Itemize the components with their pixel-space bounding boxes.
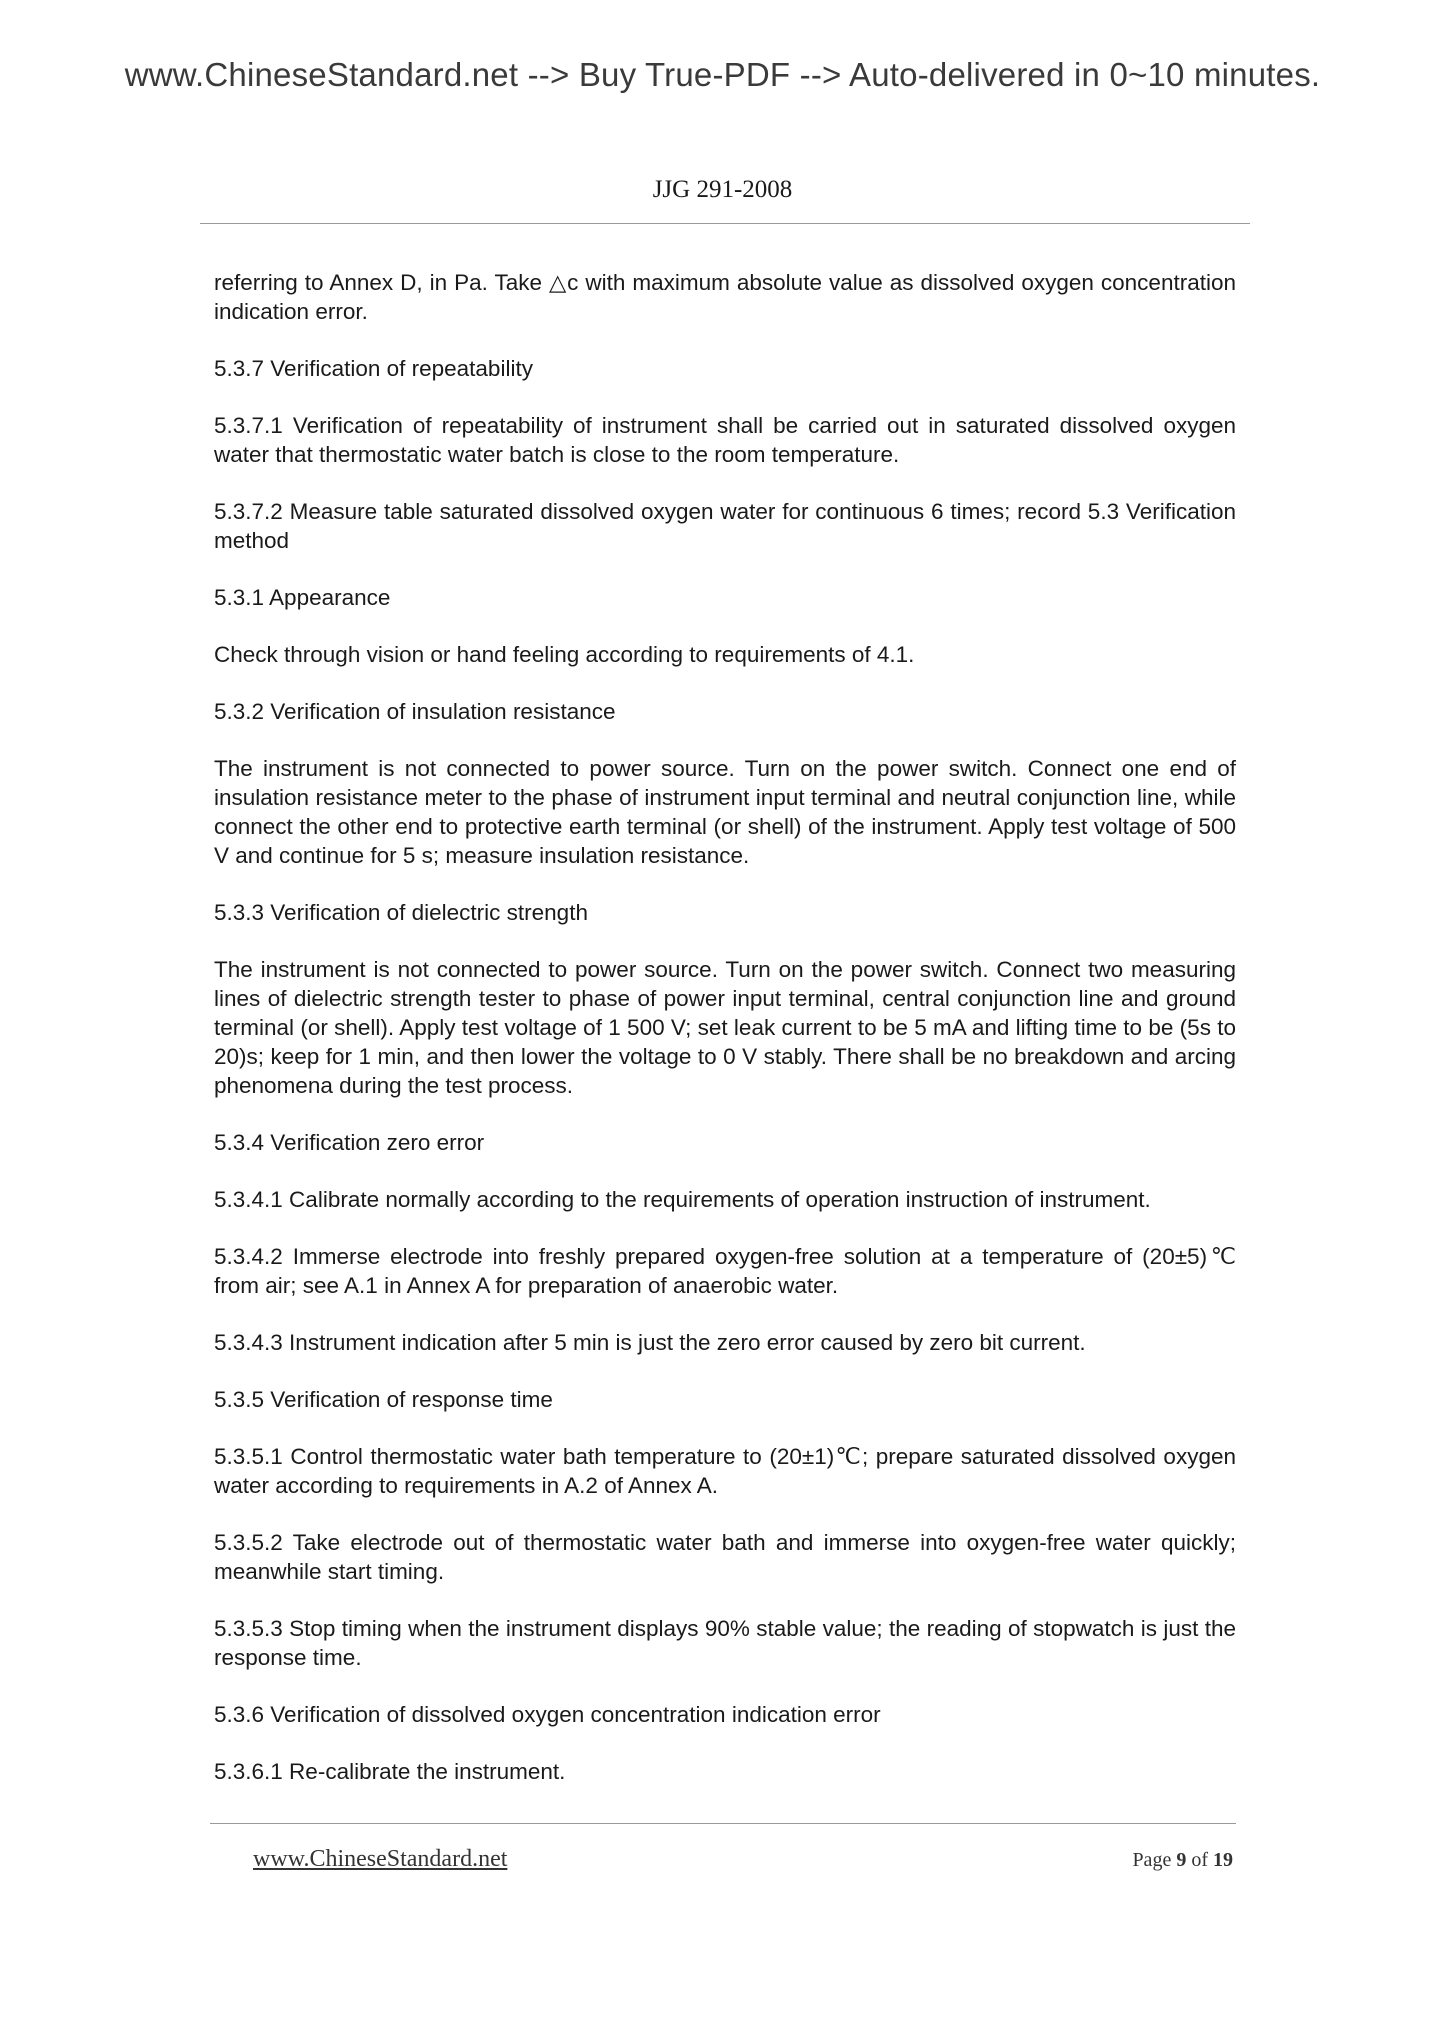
paragraph-5-3-4-2: 5.3.4.2 Immerse electrode into freshly prepared oxygen-free solution at a temperature of (20±5)℃ from air; see A.1 in Annex A for preparation of anaerobic water. — [214, 1244, 1236, 1298]
paragraph-5-3-5-2: 5.3.5.2 Take electrode out of thermostatic water bath and immerse into oxygen-free water quickly; meanwhile start timing. — [214, 1530, 1236, 1584]
page-current: 9 — [1176, 1849, 1187, 1871]
document-code: JJG 291-2008 — [652, 176, 793, 203]
page-total: 19 — [1213, 1849, 1233, 1871]
heading-5-3-2: 5.3.2 Verification of insulation resistance — [214, 699, 616, 724]
footer-divider — [210, 1823, 1236, 1824]
heading-5-3-3: 5.3.3 Verification of dielectric strength — [214, 900, 588, 925]
paragraph-continuation: referring to Annex D, in Pa. Take △c with maximum absolute value as dissolved oxygen concentration indication error. — [214, 270, 1236, 324]
page-number — [1132, 1849, 1233, 1872]
paragraph-5-3-7-2: 5.3.7.2 Measure table saturated dissolved oxygen water for continuous 6 times; record 5.3 Verification method — [214, 499, 1236, 553]
heading-5-3-5: 5.3.5 Verification of response time — [214, 1387, 553, 1412]
paragraph-5-3-6-1: 5.3.6.1 Re-calibrate the instrument. — [214, 1759, 566, 1784]
paragraph-5-3-5-3: 5.3.5.3 Stop timing when the instrument displays 90% stable value; the reading of stopwatch is just the response time. — [214, 1616, 1236, 1670]
heading-5-3-1: 5.3.1 Appearance — [214, 585, 391, 610]
footer-website-link[interactable]: www.ChineseStandard.net — [253, 1846, 508, 1872]
header-divider — [200, 223, 1250, 224]
paragraph-dielectric: The instrument is not connected to power source. Turn on the power switch. Connect two measuring lines of dielectric strength tester to phase of power input terminal, central conjunction line and ground terminal (or shell). Apply test voltage of 1 500 V; set leak current to be 5 mA and lifting time to be (5s to 20)s; keep for 1 min, and then lower the voltage to 0 V stably. There shall be no breakdown and arcing phenomena during the test process. — [214, 957, 1236, 1098]
heading-5-3-4: 5.3.4 Verification zero error — [214, 1130, 485, 1155]
paragraph-5-3-7-1: 5.3.7.1 Verification of repeatability of instrument shall be carried out in saturated dissolved oxygen water that thermostatic water batch is close to the room temperature. — [214, 413, 1236, 467]
page-body — [214, 268, 1236, 1814]
page-of-label: of — [1186, 1849, 1213, 1871]
paragraph-appearance: Check through vision or hand feeling according to requirements of 4.1. — [214, 642, 915, 667]
paragraph-insulation: The instrument is not connected to power source. Turn on the power switch. Connect one end of insulation resistance meter to the phase of instrument input terminal and neutral conjunction line, while connect the other end to protective earth terminal (or shell) of the instrument. Apply test voltage of 500 V and continue for 5 s; measure insulation resistance. — [214, 756, 1236, 868]
paragraph-5-3-4-3: 5.3.4.3 Instrument indication after 5 min is just the zero error caused by zero bit current. — [214, 1330, 1086, 1355]
header-banner[interactable]: www.ChineseStandard.net --> Buy True-PDF --> Auto-delivered in 0~10 minutes. — [124, 56, 1321, 93]
page-label: Page — [1132, 1849, 1177, 1871]
heading-5-3-6: 5.3.6 Verification of dissolved oxygen concentration indication error — [214, 1702, 881, 1727]
paragraph-5-3-4-1: 5.3.4.1 Calibrate normally according to the requirements of operation instruction of instrument. — [214, 1187, 1151, 1212]
heading-5-3-7: 5.3.7 Verification of repeatability — [214, 356, 533, 381]
paragraph-5-3-5-1: 5.3.5.1 Control thermostatic water bath temperature to (20±1)℃; prepare saturated dissolved oxygen water according to requirements in A.2 of Annex A. — [214, 1444, 1236, 1498]
